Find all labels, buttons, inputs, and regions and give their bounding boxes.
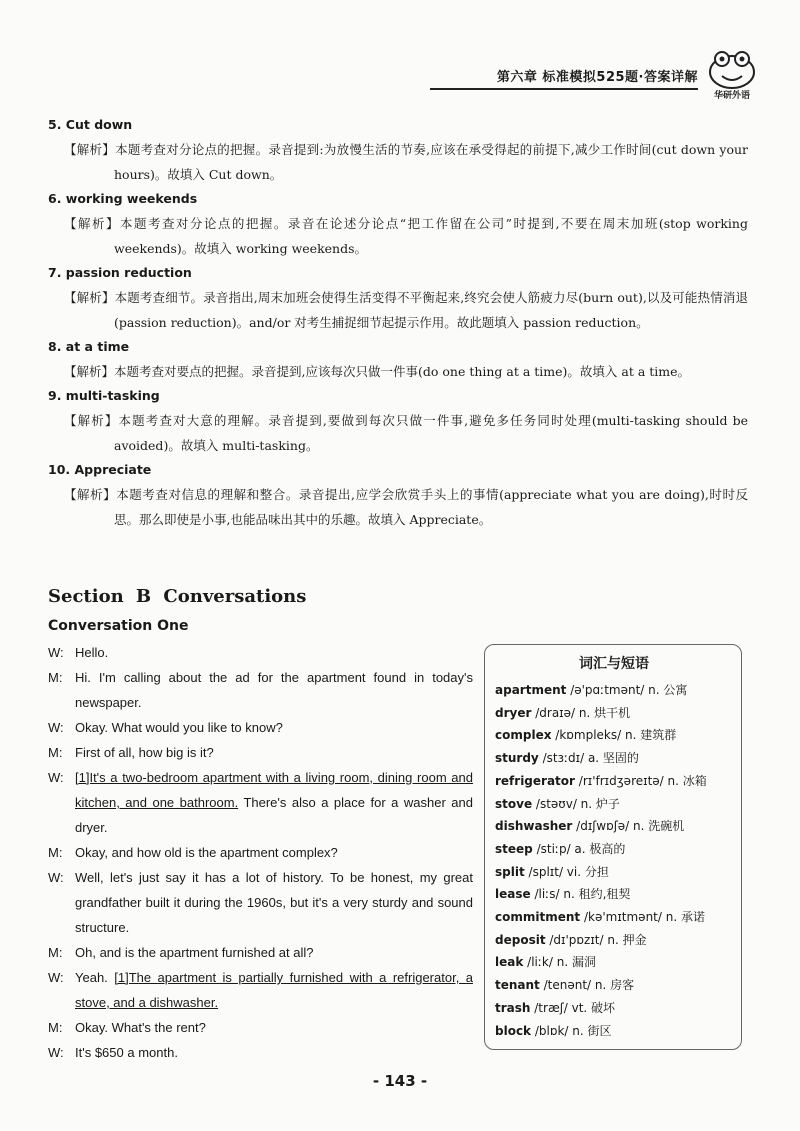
vocabulary-definition: /dɪ'pɒzɪt/ n. 押金 xyxy=(549,932,647,947)
dialogue-turn xyxy=(48,740,473,765)
dialogue-turn xyxy=(48,965,473,1015)
vocabulary-word: refrigerator xyxy=(495,773,575,788)
speech-text xyxy=(75,665,473,715)
speech-text xyxy=(75,1015,473,1040)
vocabulary-item xyxy=(495,974,733,997)
vocabulary-item xyxy=(495,906,733,929)
speaker-label: M: xyxy=(48,745,63,760)
vocabulary-item xyxy=(495,702,733,725)
dialogue-turn xyxy=(48,665,473,715)
conversation-title: Conversation One xyxy=(48,618,189,634)
explanation-tag: 【解析】 xyxy=(64,413,119,428)
answer-explanation xyxy=(48,408,748,458)
explanation-tag: 【解析】 xyxy=(64,216,120,231)
speaker-label: W: xyxy=(48,1045,64,1060)
speech-plain: Yeah. xyxy=(75,970,115,985)
speech-plain: First of all, how big is it? xyxy=(75,745,214,760)
speech-plain: Okay. What's the rent? xyxy=(75,1020,206,1035)
vocabulary-item xyxy=(495,883,733,906)
vocabulary-word: steep xyxy=(495,841,533,856)
vocabulary-definition: /blɒk/ n. 街区 xyxy=(534,1023,612,1038)
speech-plain: Okay. What would you like to know? xyxy=(75,720,283,735)
vocabulary-definition: /rɪ'frɪdʒəreɪtə/ n. 冰箱 xyxy=(578,773,707,788)
answer-explanation xyxy=(48,211,748,261)
vocabulary-word: tenant xyxy=(495,978,540,993)
vocabulary-definition: /draɪə/ n. 烘干机 xyxy=(535,705,631,720)
speech-plain: Well, let's just say it has a lot of history. To be honest, my great grandfather built it during the 1960s, but it's a very sturdy and sound structure. xyxy=(75,870,473,935)
vocabulary-definition: /kɒmpleks/ n. 建筑群 xyxy=(555,728,677,743)
answer-explanation xyxy=(48,482,748,532)
vocabulary-item xyxy=(495,1020,733,1043)
vocabulary-definition: /træʃ/ vt. 破坏 xyxy=(534,1000,616,1015)
vocabulary-definition: /liːs/ n. 租约,租契 xyxy=(534,887,631,902)
speaker-label: M: xyxy=(48,845,63,860)
dialogue-turn xyxy=(48,1040,473,1065)
dialogue-turn xyxy=(48,1015,473,1040)
speech-plain: Okay, and how old is the apartment complex? xyxy=(75,845,338,860)
explanation-tag: 【解析】 xyxy=(64,364,115,379)
vocabulary-item xyxy=(495,861,733,884)
vocabulary-item xyxy=(495,793,733,816)
answer-explanation xyxy=(48,359,748,384)
vocabulary-title: 词汇与短语 xyxy=(579,656,649,672)
explanation-text: 本题考查对要点的把握。录音提到,应该每次只做一件事(do one thing at a time)。故填入 at a time。 xyxy=(114,364,691,379)
vocabulary-word: complex xyxy=(495,728,552,743)
explanation-text: 本题考查对信息的理解和整合。录音提出,应学会欣赏手头上的事情(appreciate what you are doing),时时反思。那么即使是小事,也能品味出其中的乐趣。故填入 Appreciate。 xyxy=(114,487,748,527)
vocabulary-definition: /tenənt/ n. 房客 xyxy=(543,978,635,993)
vocabulary-item xyxy=(495,838,733,861)
vocabulary-word: sturdy xyxy=(495,751,539,766)
vocabulary-definition: /stiːp/ a. 极高的 xyxy=(536,841,626,856)
speech-text xyxy=(75,840,473,865)
answer-explanation xyxy=(48,137,748,187)
answer-title: 9. multi-tasking xyxy=(48,388,160,403)
speech-text xyxy=(75,1040,473,1065)
dialogue-turn xyxy=(48,865,473,940)
vocabulary-definition: /splɪt/ vi. 分担 xyxy=(528,864,609,879)
vocabulary-box xyxy=(484,644,742,1050)
vocabulary-item xyxy=(495,770,733,793)
vocabulary-item xyxy=(495,724,733,747)
answer-title: 10. Appreciate xyxy=(48,462,152,477)
vocabulary-item xyxy=(495,929,733,952)
explanation-text: 本题考查细节。录音指出,周末加班会使得生活变得不平衡起来,终究会使人筋疲力尽(burn out),以及可能热情消退(passion reduction)。and/or 对考生捕捉细节起提示作用。故此题填入 passion reduction。 xyxy=(114,290,748,330)
speaker-label: M: xyxy=(48,1020,63,1035)
vocabulary-word: split xyxy=(495,864,525,879)
speaker-label: W: xyxy=(48,970,64,985)
section-title: Section B Conversations xyxy=(48,586,307,607)
vocabulary-word: lease xyxy=(495,887,531,902)
speech-plain: Hello. xyxy=(75,645,109,660)
dialogue-turn xyxy=(48,640,473,665)
vocabulary-item xyxy=(495,997,733,1020)
vocabulary-word: dishwasher xyxy=(495,819,573,834)
explanation-text: 本题考查对分论点的把握。录音在论述分论点“把工作留在公司”时提到,不要在周末加班(stop working weekends)。故填入 working weekends。 xyxy=(114,216,748,256)
answer-item xyxy=(48,384,748,458)
chapter-header: 第六章 标准模拟525题·答案详解 xyxy=(496,70,698,85)
explanation-text: 本题考查对大意的理解。录音提到,要做到每次只做一件事,避免多任务同时处理(multi-tasking should be avoided)。故填入 multi-tasking。 xyxy=(114,413,748,453)
vocabulary-word: trash xyxy=(495,1000,531,1015)
page-number: - 143 - xyxy=(372,1072,428,1090)
dialogue-turn xyxy=(48,765,473,840)
answer-title: 5. Cut down xyxy=(48,117,133,132)
vocabulary-definition: /stəʊv/ n. 炉子 xyxy=(535,796,620,811)
vocabulary-word: apartment xyxy=(495,683,567,697)
dialogue-turn xyxy=(48,940,473,965)
speaker-label: W: xyxy=(48,770,64,785)
answer-item xyxy=(48,261,748,335)
speech-plain: Oh, and is the apartment furnished at all? xyxy=(75,945,314,960)
answer-title: 7. passion reduction xyxy=(48,265,192,280)
vocabulary-word: block xyxy=(495,1023,532,1038)
speaker-label: W: xyxy=(48,645,64,660)
dialogue-turn xyxy=(48,840,473,865)
frog-logo-icon xyxy=(702,46,762,106)
speaker-label: W: xyxy=(48,870,64,885)
speech-text xyxy=(75,940,473,965)
answer-item xyxy=(48,187,748,261)
vocabulary-word: commitment xyxy=(495,910,581,925)
vocabulary-word: deposit xyxy=(495,932,546,947)
vocabulary-definition: /kə'mɪtmənt/ n. 承诺 xyxy=(583,910,705,925)
vocabulary-word: stove xyxy=(495,796,533,811)
explanation-tag: 【解析】 xyxy=(64,487,117,502)
dialogue-turn xyxy=(48,715,473,740)
page-header xyxy=(430,58,770,101)
answer-explanation xyxy=(48,285,748,335)
speaker-label: W: xyxy=(48,720,64,735)
vocabulary-item xyxy=(495,747,733,770)
vocabulary-list xyxy=(495,679,733,1042)
speech-plain: It's $650 a month. xyxy=(75,1045,178,1060)
speaker-label: M: xyxy=(48,945,63,960)
speech-plain: There's also a place for a washer and dryer. xyxy=(75,795,473,835)
answer-title: 6. working weekends xyxy=(48,191,198,206)
dialogue-transcript xyxy=(48,640,473,1065)
vocabulary-word: dryer xyxy=(495,705,532,720)
vocabulary-definition: /stɜːdɪ/ a. 坚固的 xyxy=(542,751,639,766)
explanation-tag: 【解析】 xyxy=(64,290,115,305)
speaker-label: M: xyxy=(48,670,63,685)
vocabulary-item xyxy=(495,815,733,838)
speech-text xyxy=(75,640,473,665)
answer-underline: [1]It's a two-bedroom apartment with a living room, dining room and kitchen, and one bathroom. xyxy=(75,770,473,810)
vocabulary-item xyxy=(495,951,733,974)
vocabulary-word: leak xyxy=(495,955,524,970)
vocabulary-definition: /liːk/ n. 漏洞 xyxy=(527,955,596,970)
speech-text xyxy=(75,765,473,840)
vocabulary-definition: /ə'pɑːtmənt/ n. 公寓 xyxy=(570,683,688,697)
explanation-tag: 【解析】 xyxy=(64,142,116,157)
speech-text xyxy=(75,715,473,740)
speech-plain: Hi. I'm calling about the ad for the apartment found in today's newspaper. xyxy=(75,670,473,710)
logo-text: 华研外语 xyxy=(713,91,751,101)
answer-title: 8. at a time xyxy=(48,339,130,354)
answer-underline: [1]The apartment is partially furnished with a refrigerator, a stove, and a dishwasher. xyxy=(75,970,473,1010)
answer-explanations xyxy=(48,113,748,532)
explanation-text: 本题考查对分论点的把握。录音提到:为放慢生活的节奏,应该在承受得起的前提下,减少工作时间(cut down your hours)。故填入 Cut down。 xyxy=(114,142,748,182)
header-rule xyxy=(430,88,698,90)
answer-item xyxy=(48,458,748,532)
vocabulary-definition: /dɪʃwɒʃə/ n. 洗碗机 xyxy=(576,819,685,834)
speech-text xyxy=(75,965,473,1015)
speech-text xyxy=(75,865,473,940)
answer-item xyxy=(48,335,748,384)
vocabulary-item xyxy=(495,679,733,702)
speech-text xyxy=(75,740,473,765)
answer-item xyxy=(48,113,748,187)
